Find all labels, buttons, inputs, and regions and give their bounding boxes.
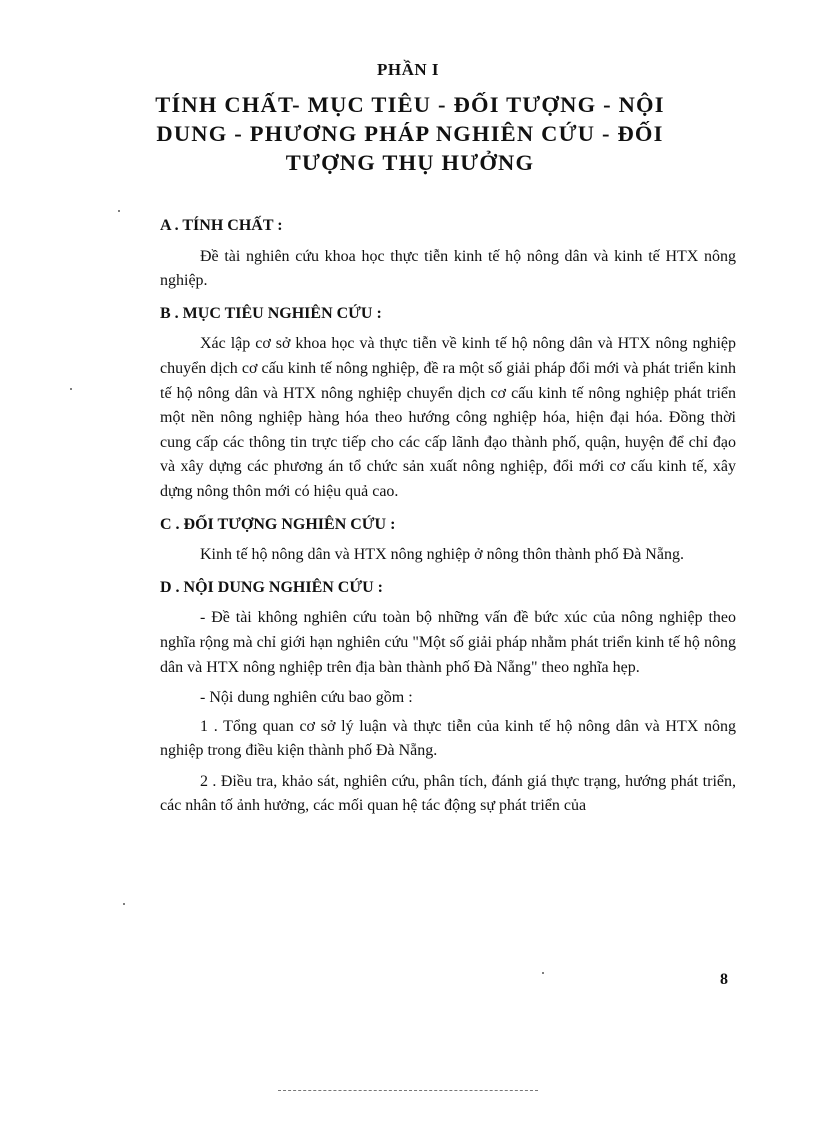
section-d-paragraph: 1 . Tổng quan cơ sở lý luận và thực tiễn của kinh tế hộ nông dân và HTX nông nghiệp trong điều kiện thành phố Đà Nẵng. (160, 717, 736, 760)
section-d-paragraph: - Đề tài không nghiên cứu toàn bộ những vấn đề bức xúc của nông nghiệp theo nghĩa rộng mà chỉ giới hạn nghiên cứu "Một số giải pháp nhằm phát triển kinh tế hộ nông dân và HTX nông nghiệp trên địa bàn thành phố Đà Nẵng" theo nghĩa hẹp. (160, 609, 736, 676)
section-heading-c: C . ĐỐI TƯỢNG NGHIÊN CỨU : (160, 515, 396, 533)
title-line: DUNG - PHƯƠNG PHÁP NGHIÊN CỨU - ĐỐI (156, 121, 664, 146)
scan-speck (123, 903, 125, 905)
section-d-paragraph: 2 . Điều tra, khảo sát, nghiên cứu, phân tích, đánh giá thực trạng, hướng phát triển, các nhân tố ảnh hưởng, các mối quan hệ tác động sự phát triển của (160, 772, 736, 815)
page-number: 8 (720, 971, 728, 988)
section-heading-d: D . NỘI DUNG NGHIÊN CỨU : (160, 578, 383, 596)
section-a-paragraph: Đề tài nghiên cứu khoa học thực tiễn kinh tế hộ nông dân và kinh tế HTX nông nghiệp. (160, 247, 736, 290)
title-line: TÍNH CHẤT- MỤC TIÊU - ĐỐI TƯỢNG - NỘI (155, 92, 665, 117)
title-line: TƯỢNG THỤ HƯỞNG (285, 150, 535, 175)
section-d-paragraph: - Nội dung nghiên cứu bao gồm : (200, 689, 413, 707)
scan-speck (542, 972, 544, 974)
footer-divider (278, 1090, 538, 1091)
section-heading-b: B . MỤC TIÊU NGHIÊN CỨU : (160, 304, 382, 322)
part-label: PHẦN I (376, 60, 440, 79)
body-content (160, 206, 736, 825)
main-title (150, 90, 670, 177)
scan-speck (118, 210, 120, 212)
section-b-paragraph: Xác lập cơ sở khoa học và thực tiễn về kinh tế hộ nông dân và HTX nông nghiệp chuyển dịch cơ cấu kinh tế nông nghiệp, đề ra một số giải pháp đổi mới và phát triển kinh tế hộ nông dân và HTX nông nghiệp chuyển dịch cơ cấu kinh tế nông nghiệp phát triển một nền nông nghiệp hàng hóa theo hướng công nghiệp hóa, hiện đại hóa. Đồng thời cung cấp các thông tin trực tiếp cho các cấp lãnh đạo thành phố, quận, huyện để chỉ đạo và xây dựng các phương án tổ chức sản xuất nông nghiệp, đổi mới cơ cấu kinh tế, xây dựng nông thôn mới có hiệu quả cao. (160, 335, 736, 500)
section-c-paragraph: Kinh tế hộ nông dân và HTX nông nghiệp ở nông thôn thành phố Đà Nẵng. (200, 546, 684, 564)
scan-speck (70, 388, 72, 390)
section-heading-a: A . TÍNH CHẤT : (160, 217, 283, 234)
